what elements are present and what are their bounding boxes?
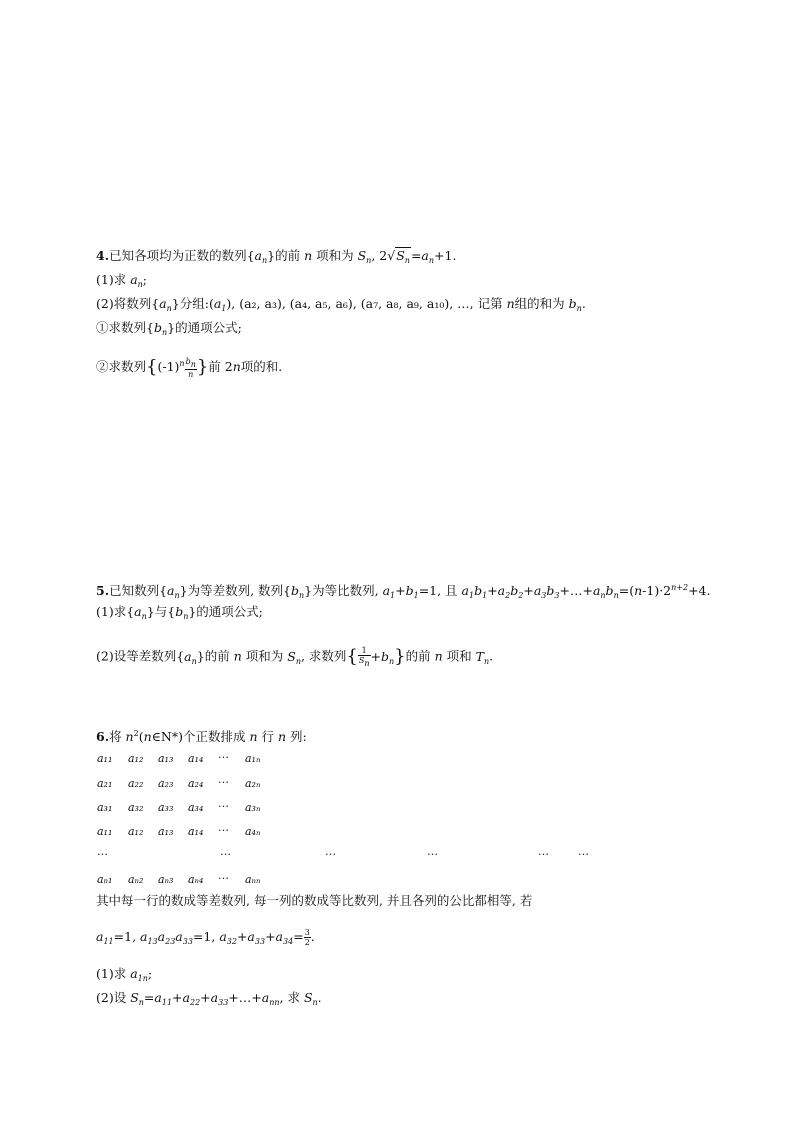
problem-4-part-1: (1)求 $a_n$; [96, 272, 148, 289]
matrix-cell: a₄ₙ [245, 825, 261, 838]
matrix-cell: a₁₃ [158, 752, 174, 765]
matrix-cell: a₃₄ [188, 801, 204, 814]
problem-6-given: $a_{11}=1$, $a_{13}a_{23}a_{33}=1$, $a_{32}+a_{33}+a_{34}=$ $\frac{3}{2}$ . [96, 928, 315, 947]
matrix-cell: a₂₄ [188, 777, 204, 790]
matrix-cell: a₁₃ [158, 825, 174, 838]
problem-4-sub-2: ②求数列{$(-1)^n$ $\frac{b_n}{n}$ }前 2n项的和. [96, 356, 283, 379]
problem-5-part-2: (2)设等差数列$\{a_n\}$的前 n 项和为 $S_n$, 求数列{ $\frac{1}{S_n}$ $+b_n$}的前 n 项和 $T_n$. [96, 646, 494, 668]
problem-6-stem: 6.将 $n^2(n\in N*)$个正数排成 n 行 n 列: [96, 729, 307, 744]
problem-number: 6. [96, 729, 110, 744]
fraction-bn-over-n: $\frac{b_n}{n}$ [185, 356, 196, 379]
matrix-cell: aₙ₂ [128, 873, 144, 886]
matrix-cell: … [218, 797, 229, 810]
matrix-cell: aₙ₃ [158, 873, 174, 886]
matrix-cell: … [218, 773, 229, 786]
matrix-cell: a₂ₙ [245, 777, 261, 790]
matrix-cell: … [218, 869, 229, 882]
problem-number: 5. [96, 583, 110, 598]
sqrt-sign: √ [387, 248, 396, 263]
matrix-cell: a₃ₙ [245, 801, 261, 814]
matrix-cell: … [578, 845, 589, 858]
matrix-cell: … [97, 845, 108, 858]
matrix-cell: a₁₄ [188, 752, 204, 765]
matrix-cell: … [427, 845, 438, 858]
matrix-cell: a₁ₙ [245, 752, 261, 765]
matrix-cell: a₂₁ [97, 777, 113, 790]
matrix-cell: a₃₁ [97, 801, 113, 814]
problem-6-part-2: (2)设 $S_n=a_{11}+a_{22}+a_{33}+\dots+a_{nn}$, 求 $S_n$. [96, 990, 322, 1007]
matrix-cell: a₃₃ [158, 801, 174, 814]
matrix-cell: … [220, 845, 231, 858]
matrix-cell: … [325, 845, 336, 858]
matrix-cell: a₂₂ [128, 777, 144, 790]
fraction-1-over-sn: $\frac{1}{S_n}$ [358, 646, 370, 668]
matrix-cell: aₙₙ [245, 873, 261, 886]
matrix-cell: a₁₂ [128, 825, 144, 838]
matrix-cell: … [218, 821, 229, 834]
problem-5-part-1: (1)求$\{a_n\}$与$\{b_n\}$的通项公式; [96, 604, 264, 621]
problem-4-stem: 4.已知各项均为正数的数列$\{a_n\}$的前 n 项和为 $S_n$, $2√S_n=a_n+1$. [96, 248, 457, 265]
problem-4-part-2: (2)将数列$\{a_n\}$分组$:(a_1)$, (a₂, a₃), (a₄, a₅, a₆), (a₇, a₈, a₉, a₁₀), …, 记第 n组的和为 $b_n$. [96, 296, 586, 313]
matrix-cell: a₁₂ [128, 752, 144, 765]
matrix-cell: aₙ₄ [188, 873, 204, 886]
problem-6-condition: 其中每一行的数成等差数列, 每一列的数成等比数列, 并且各列的公比都相等, 若 [96, 893, 533, 908]
matrix-cell: a₂₃ [158, 777, 174, 790]
matrix-cell: a₁₄ [188, 825, 204, 838]
problem-5-stem: 5.已知数列$\{a_n\}$为等差数列, 数列$\{b_n\}$为等比数列, $a_1+b_1=1$, 且 $a_1b_1+a_2b_2+a_3b_3+\dots+a_nb_n=(n-1)\cdot 2^{n+2}+4$. [96, 583, 711, 600]
matrix-cell: a₁₁ [97, 752, 113, 765]
problem-number: 4. [96, 248, 110, 263]
matrix-cell: … [538, 845, 549, 858]
matrix-cell: a₃₂ [128, 801, 144, 814]
matrix-cell: a₁₁ [97, 825, 113, 838]
matrix-cell: aₙ₁ [97, 873, 113, 886]
problem-6-part-1: (1)求 $a_{1n}$; [96, 966, 153, 983]
fraction-3-over-2: $\frac{3}{2}$ [304, 928, 310, 947]
matrix-cell: … [218, 748, 229, 761]
problem-4-sub-1: ①求数列$\{b_n\}$的通项公式; [96, 320, 242, 337]
